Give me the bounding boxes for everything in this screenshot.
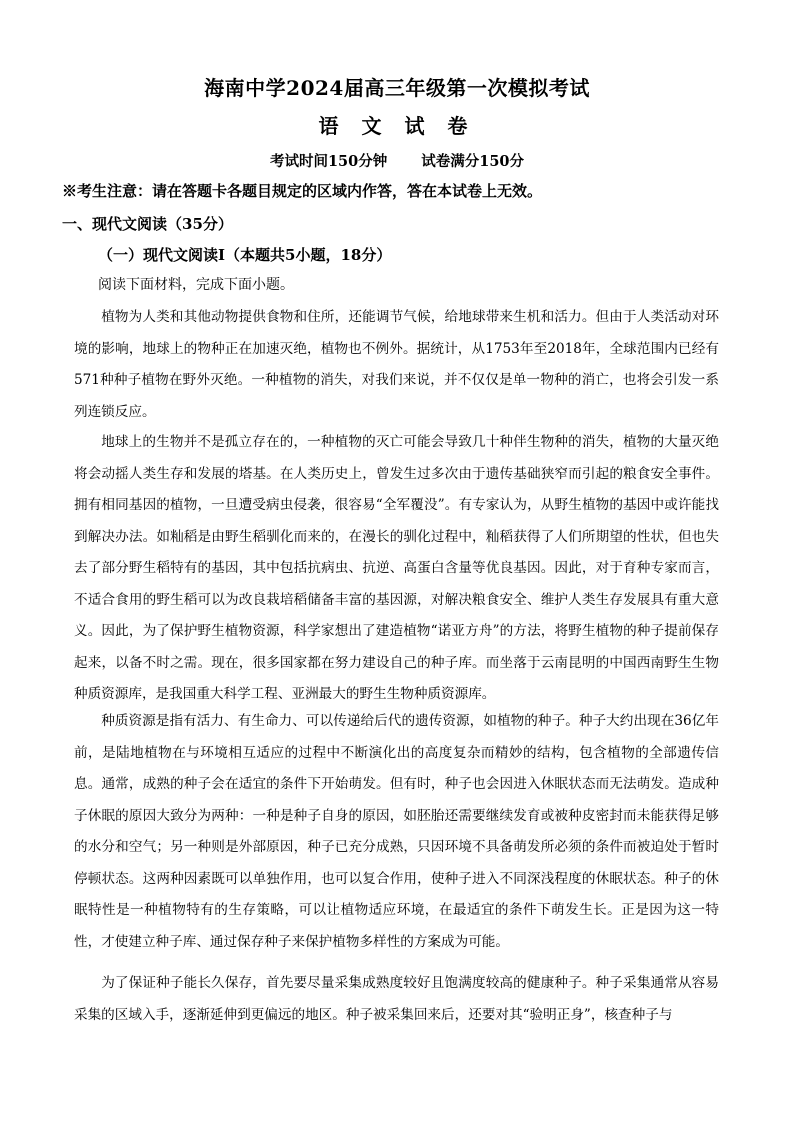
exam-subtitle: 语 文 试 卷 — [318, 114, 476, 138]
section-heading: 一、现代文阅读（35分） — [62, 215, 233, 233]
exam-time: 考试时间150分钟 — [269, 153, 388, 170]
passage-paragraph-1: 植物为人类和其他动物提供食物和住所，还能调节气候，给地球带来生机和活力。但由于人类活动对环境的影响，地球上的物种正在加速灭绝，植物也不例外。据统计，从1753年至2018年，全球范围内已经有571种种子植物在野外灭绝。一种植物的消失，对我们来说，并不仅仅是单一物种的消亡，也将会引发一系列连锁反应。 — [74, 309, 719, 420]
passage-paragraph-3: 种质资源是指有活力、有生命力、可以传递给后代的遗传资源，如植物的种子。种子大约出现在36亿年前，是陆地植物在与环境相互适应的过程中不断演化出的高度复杂而精妙的结构，包含植物的全部遗传信息。通常，成熟的种子会在适宜的条件下开始萌发。但有时，种子也会因进入休眠状态而无法萌发。造成种子休眠的原因大致分为两种：一种是种子自身的原因，如胚胎还需要继续发育或被种皮密封而未能获得足够的水分和空气；另一种则是外部原因，种子已充分成熟，只因环境不具备萌发所必须的条件而被迫处于暂时停顿状态。这两种因素既可以单独作用，也可以复合作用，使种子进入不同深浅程度的休眠状态。种子的休眠特性是一种植物特有的生存策略，可以让植物适应环境，在最适宜的条件下萌发生长。正是因为这一特性，才使建立种子库、通过保存种子来保护植物多样性的方案成为可能。 — [74, 713, 719, 950]
exam-title: 海南中学2024届高三年级第一次模拟考试 — [204, 76, 590, 100]
full-score: 试卷满分150分 — [421, 153, 525, 170]
reading-instruction: 阅读下面材料，完成下面小题。 — [98, 277, 294, 293]
candidate-notice: ※考生注意：请在答题卡各题目规定的区域内作答，答在本试卷上无效。 — [62, 182, 543, 200]
passage-paragraph-2: 地球上的生物并不是孤立存在的，一种植物的灭亡可能会导致几十种伴生物种的消失，植物的大量灭绝将会动摇人类生存和发展的塔基。在人类历史上，曾发生过多次由于遗传基础狭窄而引起的粮食安全事件。拥有相同基因的植物，一旦遭受病虫侵袭，很容易“全军覆没”。有专家认为，从野生植物的基因中或许能找到解决办法。如籼稻是由野生稻驯化而来的，在漫长的驯化过程中，籼稻获得了人们所期望的性状，但也失去了部分野生稻特有的基因，其中包括抗病虫、抗逆、高蛋白含量等优良基因。因此，对于育种专家而言，不适合食用的野生稻可以为改良栽培稻储备丰富的基因源，对解决粮食安全、维护人类生存发展具有重大意义。因此，为了保护野生植物资源，科学家想出了建造植物“诺亚方舟”的方法，将野生植物的种子提前保存起来，以备不时之需。现在，很多国家都在努力建设自己的种子库。而坐落于云南昆明的中国西南野生生物种质资源库，是我国重大科学工程、亚洲最大的野生生物种质资源库。 — [74, 434, 719, 702]
passage-paragraph-4: 为了保证种子能长久保存，首先要尽量采集成熟度较好且饱满度较高的健康种子。种子采集通常从容易采集的区域入手，逐渐延伸到更偏远的地区。种子被采集回来后，还要对其“验明正身”，核查种子与 — [74, 975, 719, 1023]
subsection-heading: （一）现代文阅读Ⅰ（本题共5小题，18分） — [98, 246, 392, 264]
exam-info — [0, 150, 794, 171]
